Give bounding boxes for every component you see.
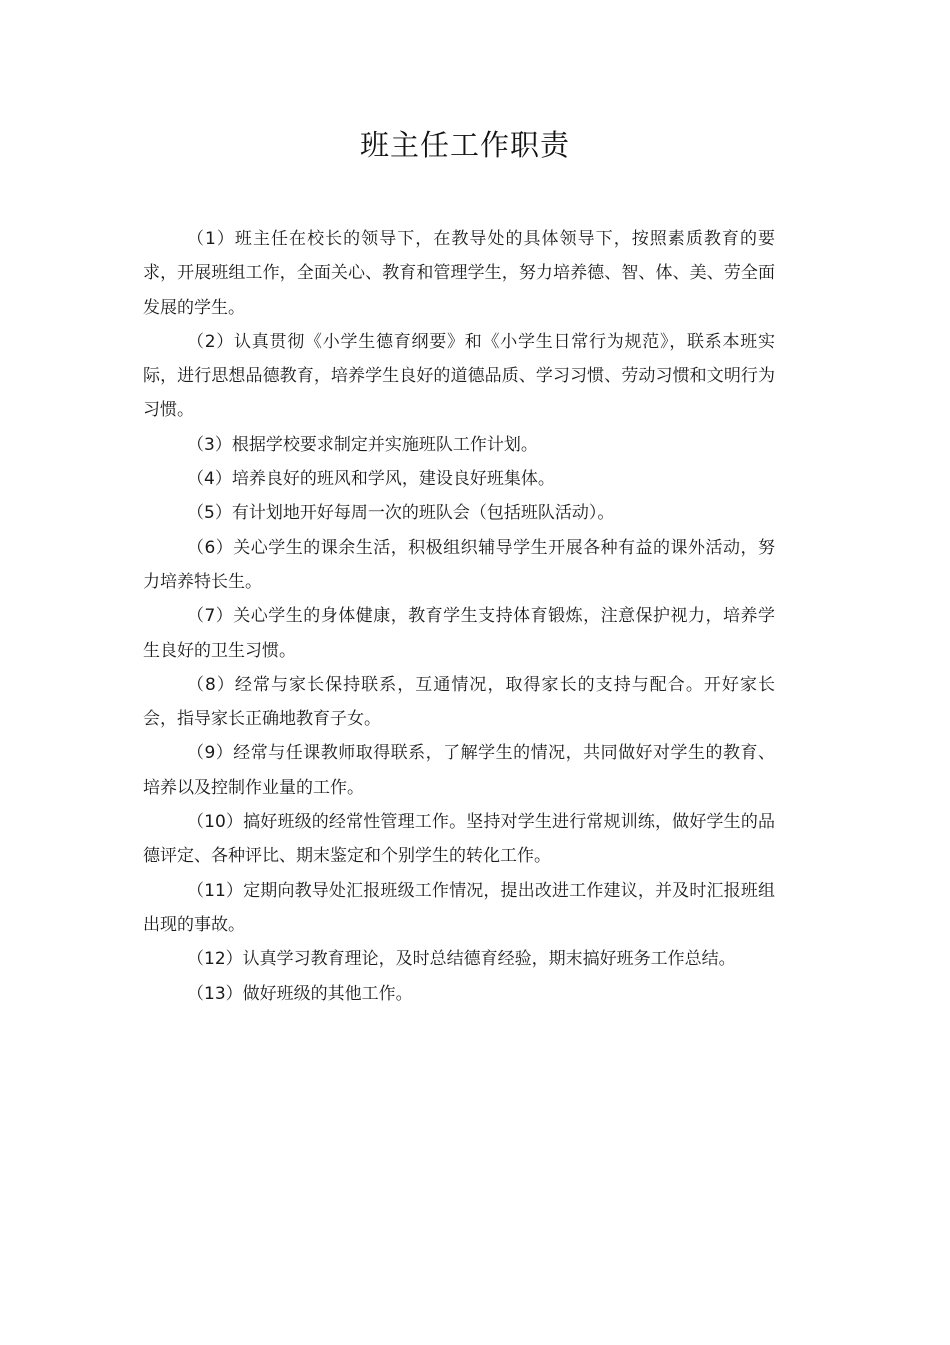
duty-item-3: （3）根据学校要求制定并实施班队工作计划。 [187,434,538,455]
document-body [143,222,775,1011]
duty-item-2: （2）认真贯彻《小学生德育纲要》和《小学生日常行为规范》，联系本班实际，进行思想品德教育，培养学生良好的道德品质、学习习惯、劳动习惯和文明行为习惯。 [143,331,775,421]
duty-item-5: （5）有计划地开好每周一次的班队会（包括班队活动）。 [187,503,615,524]
duty-item-10: （10）搞好班级的经常性管理工作。坚持对学生进行常规训练，做好学生的品德评定、各种评比、期末鉴定和个别学生的转化工作。 [143,812,775,867]
duty-item-11: （11）定期向教导处汇报班级工作情况，提出改进工作建议，并及时汇报班组出现的事故。 [143,880,775,935]
duty-item-12: （12）认真学习教育理论，及时总结德育经验，期末搞好班务工作总结。 [187,949,736,970]
document-title: 班主任工作职责 [359,128,570,162]
duty-item-6: （6）关心学生的课余生活，积极组织辅导学生开展各种有益的课外活动，努力培养特长生。 [143,537,775,592]
duty-item-4: （4）培养良好的班风和学风，建设良好班集体。 [187,469,555,490]
duty-item-9: （9）经常与任课教师取得联系，了解学生的情况，共同做好对学生的教育、培养以及控制作业量的工作。 [143,743,775,798]
duty-item-8: （8）经常与家长保持联系，互通情况，取得家长的支持与配合。开好家长会，指导家长正确地教育子女。 [143,674,775,730]
duty-item-7: （7）关心学生的身体健康，教育学生支持体育锻炼，注意保护视力，培养学生良好的卫生习惯。 [143,606,775,661]
duty-item-1: （1）班主任在校长的领导下，在教导处的具体领导下，按照素质教育的要求，开展班组工作，全面关心、教育和管理学生，努力培养德、智、体、美、劳全面发展的学生。 [143,229,775,318]
duty-item-13: （13）做好班级的其他工作。 [187,983,413,1004]
